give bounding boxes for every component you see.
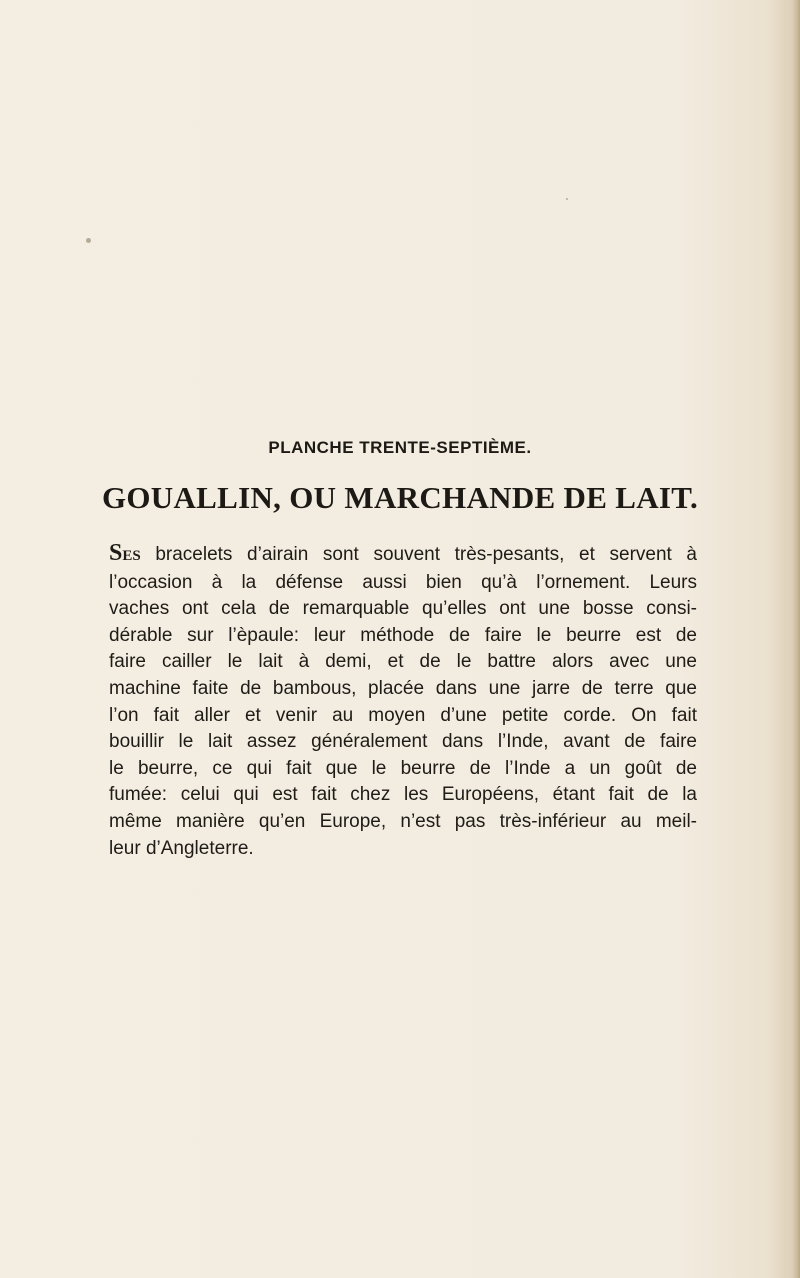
line-text: bracelets d’airain sont souvent très-pesants, et servent à	[140, 544, 697, 565]
plate-heading: PLANCHE TRENTE-SEPTIÈME.	[268, 438, 532, 457]
body-line: fumée: celui qui est fait chez les Européens, étant fait de la	[109, 784, 697, 806]
drop-cap: S	[109, 540, 123, 566]
body-line: leur d’Angleterre.	[109, 837, 254, 859]
body-line	[109, 540, 697, 570]
body-line: machine faite de bambous, placée dans une jarre de terre que	[109, 677, 697, 699]
body-line: faire cailler le lait à demi, et de le battre alors avec une	[109, 651, 697, 673]
page-title: GOUALLIN, OU MARCHANDE DE LAIT.	[101, 480, 699, 515]
small-caps: ES	[122, 548, 141, 564]
body-paragraph	[109, 540, 697, 862]
body-line: même manière qu’en Europe, n’est pas très-inférieur au meil-	[109, 810, 697, 832]
paper-speck	[566, 198, 568, 200]
page-edge	[792, 0, 800, 1278]
paper-speck	[86, 238, 91, 243]
body-line: bouillir le lait assez généralement dans l’Inde, avant de faire	[109, 731, 697, 753]
body-line: le beurre, ce qui fait que le beurre de l’Inde a un goût de	[109, 757, 697, 779]
body-line: dérable sur l’èpaule: leur méthode de faire le beurre est de	[109, 624, 697, 646]
body-line: l’occasion à la défense aussi bien qu’à l’ornement. Leurs	[109, 571, 697, 593]
body-line: l’on fait aller et venir au moyen d’une petite corde. On fait	[109, 704, 697, 726]
body-line: vaches ont cela de remarquable qu’elles ont une bosse consi-	[109, 598, 697, 620]
